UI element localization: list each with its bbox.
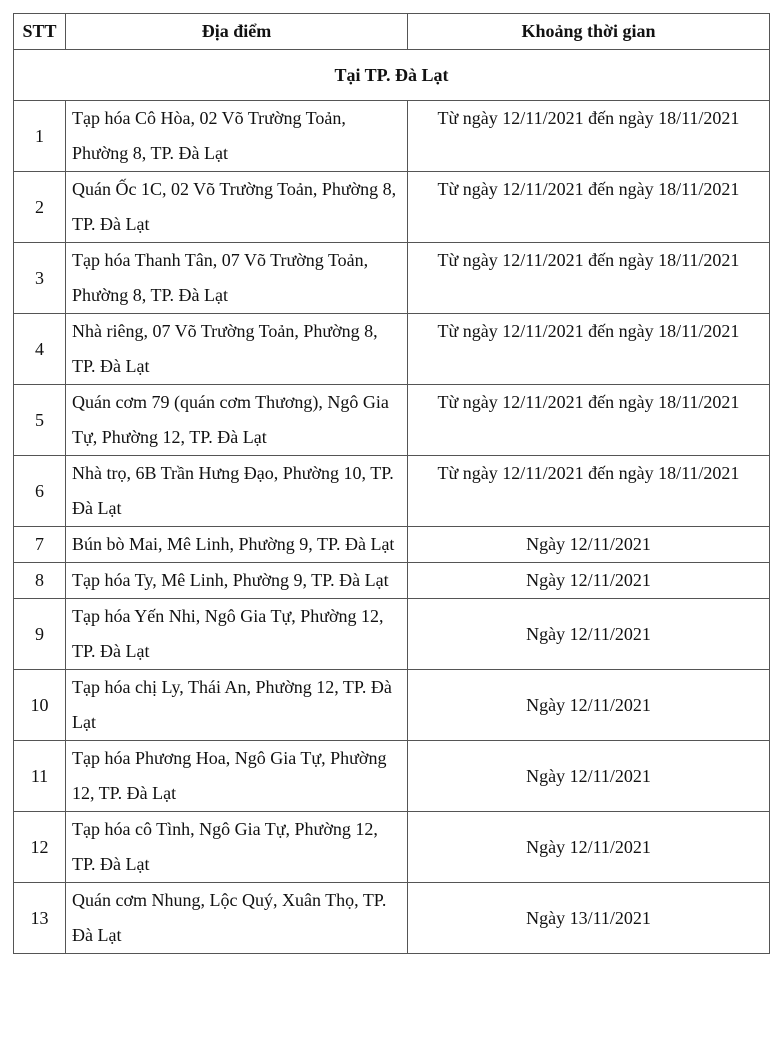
table-row xyxy=(14,243,770,314)
row-location: Tạp hóa Phương Hoa, Ngô Gia Tự, Phường 12, TP. Đà Lạt xyxy=(66,741,408,812)
table-row xyxy=(14,527,770,563)
row-location: Tạp hóa Thanh Tân, 07 Võ Trường Toản, Phường 8, TP. Đà Lạt xyxy=(66,243,408,314)
row-location: Nhà trọ, 6B Trần Hưng Đạo, Phường 10, TP. Đà Lạt xyxy=(66,456,408,527)
row-stt: 13 xyxy=(14,883,66,954)
table-row xyxy=(14,314,770,385)
locations-table xyxy=(13,13,770,954)
table-row xyxy=(14,741,770,812)
row-time: Ngày 12/11/2021 xyxy=(408,527,770,563)
row-stt: 12 xyxy=(14,812,66,883)
row-stt: 6 xyxy=(14,456,66,527)
row-location: Nhà riêng, 07 Võ Trường Toản, Phường 8, TP. Đà Lạt xyxy=(66,314,408,385)
row-time: Ngày 12/11/2021 xyxy=(408,741,770,812)
row-location: Bún bò Mai, Mê Linh, Phường 9, TP. Đà Lạt xyxy=(66,527,408,563)
header-stt: STT xyxy=(14,14,66,50)
row-time: Từ ngày 12/11/2021 đến ngày 18/11/2021 xyxy=(408,314,770,385)
row-stt: 9 xyxy=(14,599,66,670)
row-stt: 11 xyxy=(14,741,66,812)
row-time: Ngày 12/11/2021 xyxy=(408,599,770,670)
row-time: Từ ngày 12/11/2021 đến ngày 18/11/2021 xyxy=(408,172,770,243)
table-row xyxy=(14,812,770,883)
row-location: Tạp hóa cô Tình, Ngô Gia Tự, Phường 12, TP. Đà Lạt xyxy=(66,812,408,883)
row-stt: 10 xyxy=(14,670,66,741)
row-location: Quán cơm Nhung, Lộc Quý, Xuân Thọ, TP. Đà Lạt xyxy=(66,883,408,954)
row-stt: 4 xyxy=(14,314,66,385)
table-row xyxy=(14,883,770,954)
section-row xyxy=(14,50,770,101)
row-location: Quán Ốc 1C, 02 Võ Trường Toản, Phường 8, TP. Đà Lạt xyxy=(66,172,408,243)
header-location: Địa điểm xyxy=(66,14,408,50)
row-location: Tạp hóa chị Ly, Thái An, Phường 12, TP. Đà Lạt xyxy=(66,670,408,741)
table-row xyxy=(14,563,770,599)
section-title: Tại TP. Đà Lạt xyxy=(14,50,770,101)
header-time: Khoảng thời gian xyxy=(408,14,770,50)
row-time: Từ ngày 12/11/2021 đến ngày 18/11/2021 xyxy=(408,101,770,172)
table-row xyxy=(14,101,770,172)
row-location: Tạp hóa Cô Hòa, 02 Võ Trường Toản, Phường 8, TP. Đà Lạt xyxy=(66,101,408,172)
row-location: Tạp hóa Yến Nhi, Ngô Gia Tự, Phường 12, TP. Đà Lạt xyxy=(66,599,408,670)
table-body xyxy=(14,50,770,954)
table-row xyxy=(14,385,770,456)
row-stt: 1 xyxy=(14,101,66,172)
row-time: Từ ngày 12/11/2021 đến ngày 18/11/2021 xyxy=(408,385,770,456)
row-time: Từ ngày 12/11/2021 đến ngày 18/11/2021 xyxy=(408,243,770,314)
row-time: Ngày 12/11/2021 xyxy=(408,670,770,741)
row-time: Ngày 12/11/2021 xyxy=(408,563,770,599)
row-time: Từ ngày 12/11/2021 đến ngày 18/11/2021 xyxy=(408,456,770,527)
row-time: Ngày 13/11/2021 xyxy=(408,883,770,954)
table-row xyxy=(14,172,770,243)
table-row xyxy=(14,599,770,670)
row-stt: 5 xyxy=(14,385,66,456)
row-location: Tạp hóa Ty, Mê Linh, Phường 9, TP. Đà Lạt xyxy=(66,563,408,599)
row-stt: 8 xyxy=(14,563,66,599)
table-row xyxy=(14,670,770,741)
header-row xyxy=(14,14,770,50)
row-stt: 2 xyxy=(14,172,66,243)
row-location: Quán cơm 79 (quán cơm Thương), Ngô Gia Tự, Phường 12, TP. Đà Lạt xyxy=(66,385,408,456)
row-time: Ngày 12/11/2021 xyxy=(408,812,770,883)
row-stt: 7 xyxy=(14,527,66,563)
table-header xyxy=(14,14,770,50)
table-row xyxy=(14,456,770,527)
row-stt: 3 xyxy=(14,243,66,314)
